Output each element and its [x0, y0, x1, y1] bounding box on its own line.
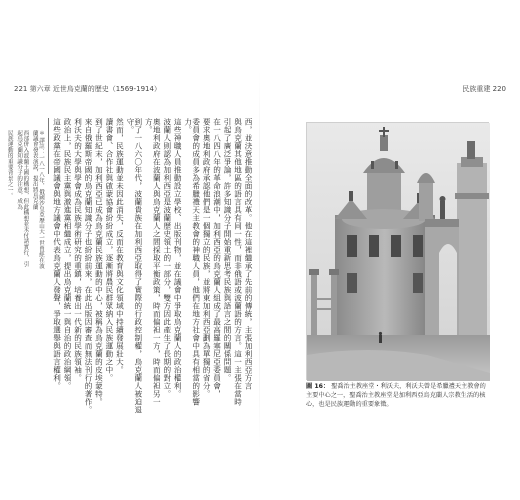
text-column: 波蘭人則認為加利西亞是波蘭歷史領土的一部分，雙方因此產生了長期的對立。 [162, 118, 172, 398]
text-column: 在一八四八年的革命浪潮中，加利西亞的烏克蘭人組成了最高羅塞尼亞委員會， [212, 118, 222, 398]
body-text [52, 118, 253, 418]
left-running-header: 221 第六章 近世烏克蘭的歷史（1569-1914） [14, 85, 161, 93]
text-column: 奧地利政府在波蘭人與烏克蘭人之間採取平衡政策，時而偏袒一方，時而偏袒另一方。 [144, 118, 162, 406]
caption-text: 聖喬治主教座堂・利沃夫，利沃夫曾是希臘禮天主教會的主要中心之一，聖喬治主教座堂是加利西亞烏克蘭人宗教生活的核心，也是民族運動的重要象徵。 [306, 383, 486, 408]
text-column: 讀書會、合作社與啟蒙協會紛紛成立，逐漸將農民群眾納入民族運動之中。 [104, 118, 114, 382]
text-column: 與烏克蘭其他地區的語言具有同一性，而非俄語或波蘭語的方言。這一主張在當時 [233, 118, 243, 406]
footnote-line: ＊ 譯註：一八一八年，俄國沙皇亞歷山大一世曾經在波蘭議會發表演說，提出將烏克蘭 [31, 130, 44, 269]
text-column: 到了一八六〇年代，波蘭貴族在加利西亞取得了實際的行政控制權，烏克蘭人被迫退守。 [125, 118, 143, 414]
text-column: 到了世紀末，加利西亞已成為烏克蘭民族運動的中心，被稱為烏克蘭的皮埃蒙特。 [94, 118, 104, 406]
footnote-divider [48, 118, 49, 174]
text-column: 西，並決意推動全面的改革。他在這裡繼承了先前的傳統，主張加利西亞方言 [244, 118, 253, 390]
text-column: 來自俄羅斯帝國的烏克蘭知識分子也紛紛前來，在此出版因審查而無法刊行的著作。 [84, 118, 93, 414]
cathedral-photo [306, 122, 489, 380]
text-column: 委員會的成員多為希臘禮天主教會的神職人員，他們在地方社會中具有相當的影響力。 [183, 118, 201, 406]
text-column: 這些神職人員推動設立學校、出版刊物，並在議會中爭取烏克蘭人的政治權利。 [173, 118, 183, 398]
right-running-header: 民族重建 220 [462, 85, 506, 93]
photo-caption [306, 383, 489, 410]
footnote-line: 西部併入波蘭王國的構想，但此構想並未付諸實行，引起烏克蘭知識分子的注意，成為 [16, 130, 29, 267]
caption-label: 圖 16： [306, 383, 330, 390]
footnote [6, 130, 44, 270]
text-column: 然而，民族運動並未因此消失，反而在教育與文化領域中持續發展壯大。 [115, 118, 125, 374]
book-gutter [259, 70, 260, 450]
text-column: 要求奧地利政府承認他們是一個獨立的民族，並將東加利西亞劃為單獨的省分。 [202, 118, 212, 398]
footnote-line: 民族運動的重要背景之一。 [6, 130, 13, 199]
text-column: 政治上，民族民主黨與激進黨相繼成立，提出烏克蘭統一與自治的政治綱領。 [63, 118, 73, 390]
text-column: 這些政黨在帝國議會與地方議會中代表烏克蘭人發聲，爭取選舉與語言權利。 [52, 118, 62, 390]
text-column: 引起了廣泛爭論，許多知識分子開始重新思考民族與語言之間的關係問題。 [223, 118, 233, 382]
text-column: 利沃夫的大學與學會成為民族學術研究的重鎮，培養出一代新的民族領袖。 [73, 118, 83, 382]
